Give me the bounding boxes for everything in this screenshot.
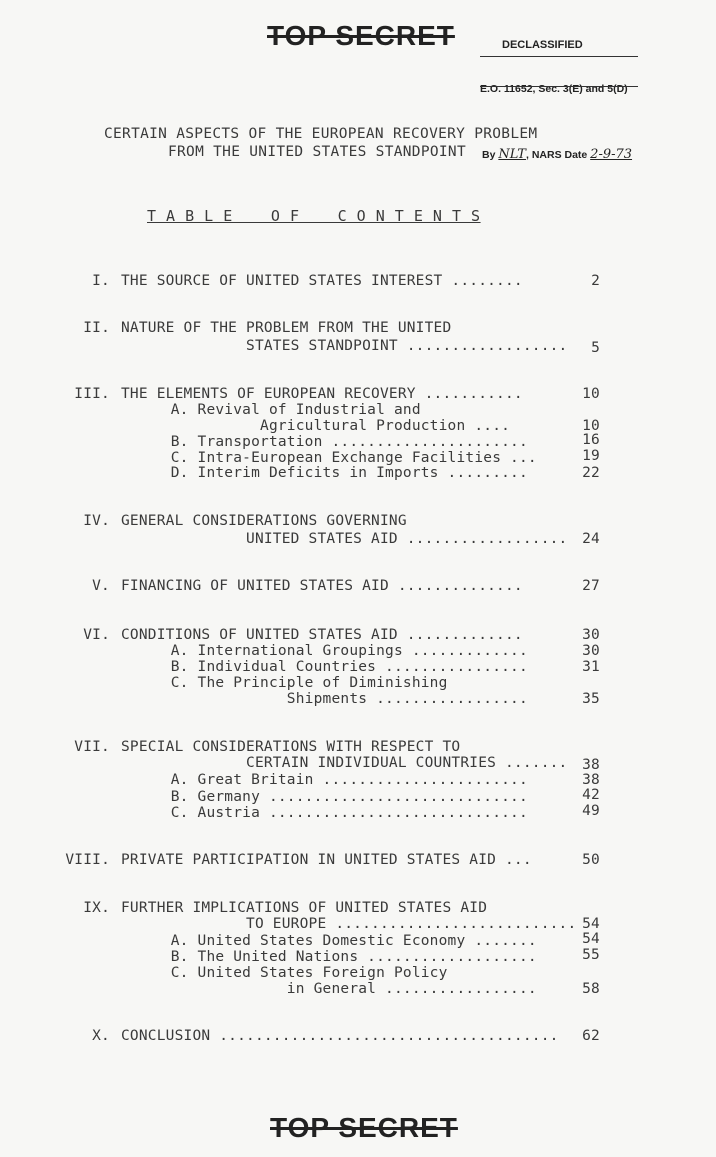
toc-subentry-text: B. Transportation ...................... — [135, 434, 528, 450]
toc-page-number: 19 — [582, 448, 600, 464]
toc-subentry-text: B. Germany ............................. — [135, 789, 528, 805]
toc-page-number: 5 — [591, 340, 600, 356]
toc-roman: V. — [92, 578, 110, 594]
document-title-line2: FROM THE UNITED STATES STANDPOINT — [168, 144, 466, 160]
toc-subentry-text: in General ................. — [135, 981, 537, 997]
toc-page-number: 16 — [582, 432, 600, 448]
toc-subentry-text: C. The Principle of Diminishing — [135, 675, 448, 691]
toc-subentry-text: A. Great Britain ....................... — [135, 772, 528, 788]
toc-roman: IV. — [83, 513, 110, 529]
declassification-stamp — [480, 10, 632, 178]
toc-page-number: 31 — [582, 659, 600, 675]
toc-page-number: 55 — [582, 947, 600, 963]
toc-entry-text: TO EUROPE ........................... — [121, 916, 577, 932]
toc-heading: T A B L E O F C O N T E N T S — [147, 207, 481, 225]
toc-page-number: 10 — [582, 386, 600, 402]
document-title-line1: CERTAIN ASPECTS OF THE EUROPEAN RECOVERY PROBLEM — [104, 126, 538, 142]
toc-subentry-text: D. Interim Deficits in Imports ......... — [135, 465, 528, 481]
toc-page-number: 38 — [582, 757, 600, 773]
toc-subentry-text: A. International Groupings ............. — [135, 643, 528, 659]
toc-page-number: 10 — [582, 418, 600, 434]
toc-page-number: 49 — [582, 803, 600, 819]
toc-subentry-text: A. United States Domestic Economy ....... — [135, 933, 537, 949]
declass-divider — [480, 56, 638, 57]
toc-entry-text: CONDITIONS OF UNITED STATES AID ............. — [121, 627, 523, 643]
toc-roman: VIII. — [65, 852, 110, 868]
toc-subentry-text: B. Individual Countries ................ — [135, 659, 528, 675]
toc-roman: III. — [74, 386, 110, 402]
toc-subentry-text: C. Austria ............................. — [135, 805, 528, 821]
toc-page-number: 38 — [582, 772, 600, 788]
toc-entry-text: GENERAL CONSIDERATIONS GOVERNING — [121, 513, 407, 529]
toc-subentry-text: Agricultural Production .... — [135, 418, 511, 434]
toc-roman: VI. — [83, 627, 110, 643]
toc-entry-text: UNITED STATES AID .................. — [121, 531, 568, 547]
toc-entry-text: THE ELEMENTS OF EUROPEAN RECOVERY ........... — [121, 386, 523, 402]
top-secret-stamp: TOP SECRET — [267, 20, 455, 51]
declass-underline — [480, 86, 638, 87]
toc-page-number: 54 — [582, 916, 600, 932]
toc-subentry-text: A. Revival of Industrial and — [135, 402, 421, 418]
toc-entry-text: CERTAIN INDIVIDUAL COUNTRIES ....... — [121, 755, 568, 771]
toc-entry-text: PRIVATE PARTICIPATION IN UNITED STATES AID ... — [121, 852, 532, 868]
toc-page-number: 30 — [582, 627, 600, 643]
toc-roman: IX. — [83, 900, 110, 916]
toc-page-number: 30 — [582, 643, 600, 659]
toc-page-number: 62 — [582, 1028, 600, 1044]
toc-subentry-text: B. The United Nations ................... — [135, 949, 537, 965]
toc-page-number: 35 — [582, 691, 600, 707]
toc-page-number: 42 — [582, 787, 600, 803]
top-secret-stamp-bottom: TOP SECRET — [270, 1112, 458, 1143]
toc-page-number: 50 — [582, 852, 600, 868]
toc-entry-text: FINANCING OF UNITED STATES AID .............. — [121, 578, 523, 594]
declassified-label: DECLASSIFIED — [502, 39, 583, 52]
toc-page-number: 58 — [582, 981, 600, 997]
toc-page-number: 24 — [582, 531, 600, 547]
declassified-signoff — [480, 146, 632, 164]
by-label: By — [482, 149, 496, 162]
reviewer-initials: NLT — [498, 147, 526, 163]
toc-subentry-text: Shipments ................. — [135, 691, 528, 707]
toc-entry-text: CONCLUSION ...................................... — [121, 1028, 559, 1044]
toc-subentry-text: C. United States Foreign Policy — [135, 965, 448, 981]
toc-entry-text: THE SOURCE OF UNITED STATES INTEREST ........ — [121, 273, 523, 289]
nars-date-label: , NARS Date — [525, 149, 588, 162]
declassified-authority: E.O. 11652, Sec. 3(E) and 5(D) — [480, 82, 628, 95]
toc-subentry-text: C. Intra-European Exchange Facilities ... — [135, 450, 537, 466]
toc-entry-text: NATURE OF THE PROBLEM FROM THE UNITED — [121, 320, 452, 336]
toc-page-number: 2 — [591, 273, 600, 289]
toc-page-number: 27 — [582, 578, 600, 594]
toc-page-number: 22 — [582, 465, 600, 481]
toc-entry-text: STATES STANDPOINT .................. — [121, 338, 568, 354]
toc-page-number: 54 — [582, 931, 600, 947]
toc-entry-text: SPECIAL CONSIDERATIONS WITH RESPECT TO — [121, 739, 461, 755]
nars-date-value: 2-9-73 — [590, 147, 633, 163]
toc-roman: I. — [92, 273, 110, 289]
toc-roman: VII. — [74, 739, 110, 755]
toc-entry-text: FURTHER IMPLICATIONS OF UNITED STATES AID — [121, 900, 488, 916]
toc-roman: X. — [92, 1028, 110, 1044]
toc-roman: II. — [83, 320, 110, 336]
